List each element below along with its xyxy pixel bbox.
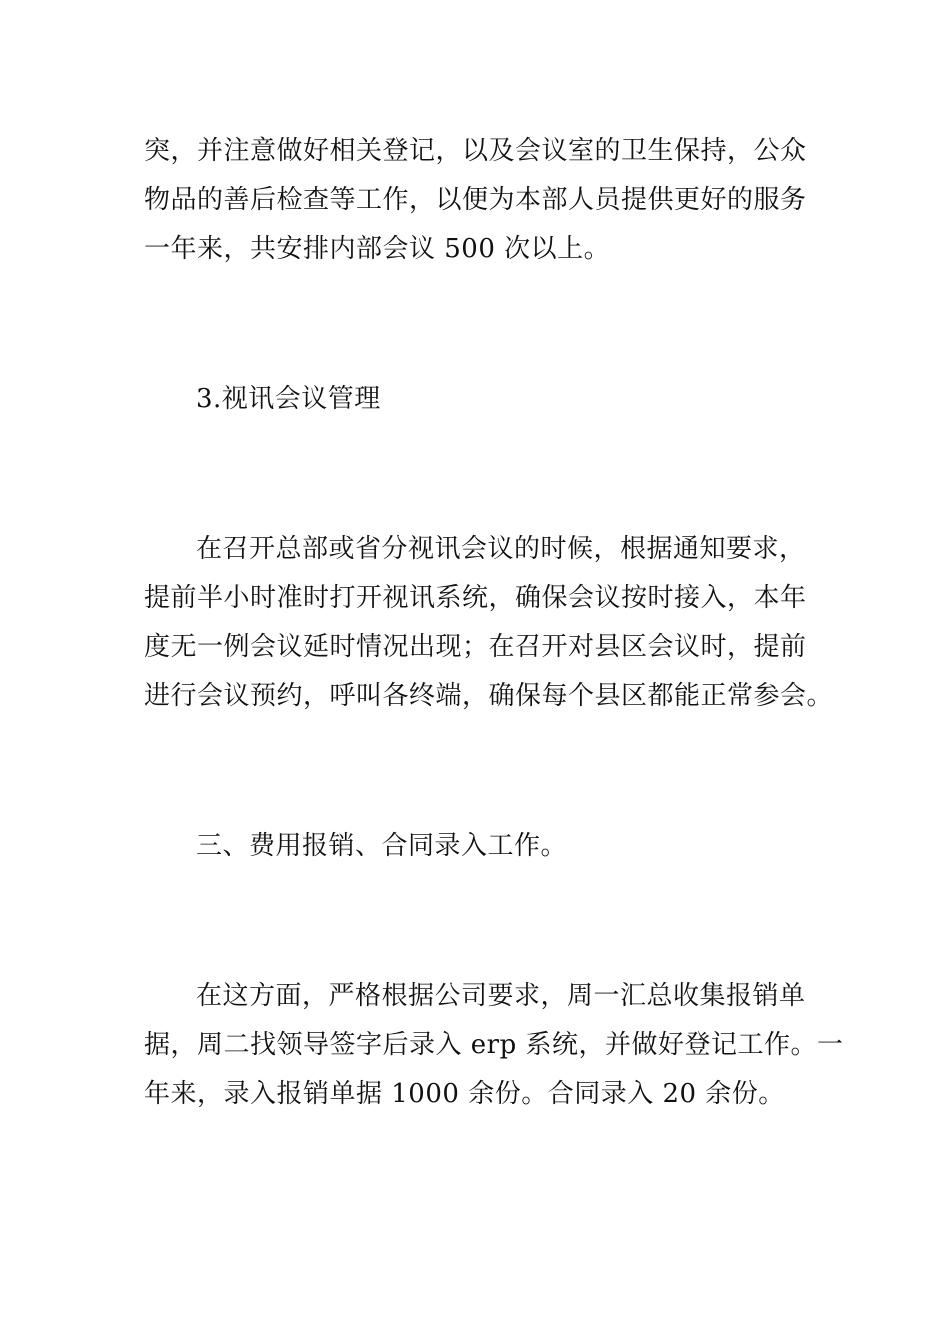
paragraph-line: 突，并注意做好相关登记，以及会议室的卫生保持，公众	[144, 136, 807, 166]
paragraph-line: 进行会议预约，呼叫各终端，确保每个县区都能正常参会。	[144, 681, 834, 711]
section-heading: 三、费用报销、合同录入工作。	[196, 831, 568, 861]
paragraph-line: 度无一例会议延时情况出现；在召开对县区会议时，提前	[144, 632, 807, 662]
paragraph-line: 物品的善后检查等工作，以便为本部人员提供更好的服务	[144, 185, 807, 215]
paragraph-line: 在召开总部或省分视讯会议的时候，根据通知要求，	[196, 534, 806, 564]
paragraph-line: 年来，录入报销单据 1000 余份。合同录入 20 余份。	[144, 1079, 785, 1109]
paragraph-line: 据，周二找领导签字后录入 erp 系统，并做好登记工作。一	[144, 1030, 844, 1060]
paragraph-line: 一年来，共安排内部会议 500 次以上。	[144, 234, 611, 264]
paragraph-line: 提前半小时准时打开视讯系统，确保会议按时接入，本年	[144, 583, 807, 613]
section-heading: 3.视讯会议管理	[196, 384, 381, 414]
paragraph-line: 在这方面，严格根据公司要求，周一汇总收集报销单	[196, 981, 806, 1011]
